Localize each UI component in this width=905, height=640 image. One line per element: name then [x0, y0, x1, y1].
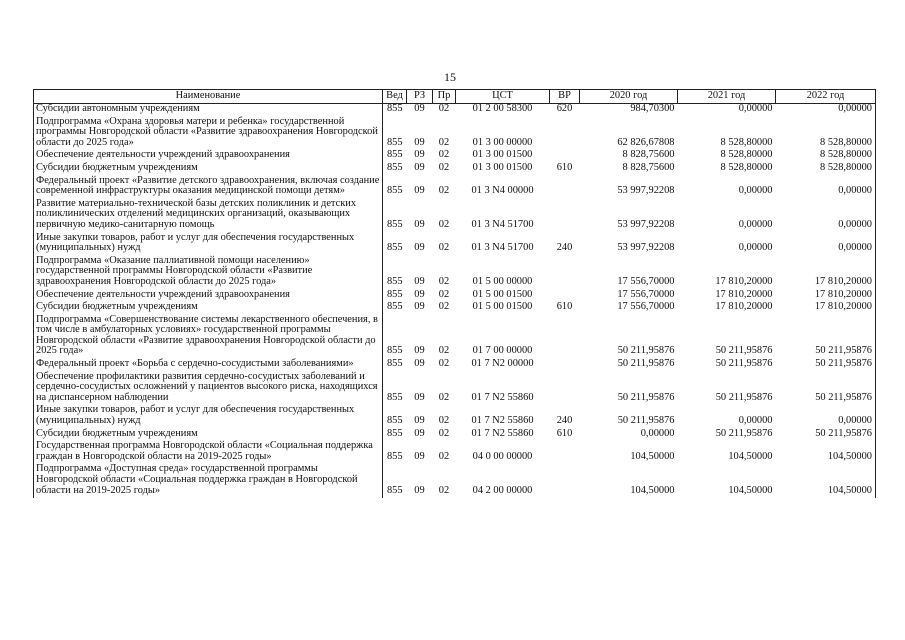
cell-2022: 50 211,95876: [776, 429, 876, 442]
cell-2020: 17 556,70000: [617, 301, 675, 313]
header-vr: ВР: [550, 90, 580, 104]
cell-name: Государственная программа Новгородской области «Социальная поддержка граждан в Новгородской области на 2019-2025 годы»: [34, 441, 383, 464]
cell-2021: 104,50000: [728, 484, 773, 496]
cell-2020: 0,00000: [640, 427, 675, 439]
table-row: [34, 233, 876, 256]
cell-2022: 0,00000: [776, 405, 876, 428]
cell-2020: 17 556,70000: [617, 288, 675, 300]
table-row: [34, 117, 876, 151]
cell-rz: 09: [414, 301, 425, 313]
cell-rz: 09: [414, 391, 425, 403]
table-row: [34, 315, 876, 359]
cell-cst: 01 7 N2 55860: [471, 427, 534, 439]
table-row: [34, 359, 876, 372]
table-body: [34, 104, 876, 499]
cell-2021: 0,00000: [738, 218, 773, 230]
cell-2022: 104,50000: [776, 464, 876, 498]
cell-2020: 17 556,70000: [617, 275, 675, 287]
cell-pr: 02: [438, 391, 450, 403]
cell-name: Субсидии бюджетным учреждениям: [34, 429, 383, 442]
cell-rz: 09: [414, 415, 425, 427]
page-number: 15: [444, 70, 456, 84]
cell-2021: 8 528,80000: [720, 136, 773, 148]
cell-rz: 09: [414, 242, 425, 254]
table-row: [34, 464, 876, 498]
cell-2022: 50 211,95876: [776, 315, 876, 359]
cell-cst: 01 3 N4 51700: [471, 218, 534, 230]
cell-cst: 01 7 00 00000: [472, 345, 533, 357]
cell-2020: 53 997,92208: [617, 218, 675, 230]
cell-2022: 17 810,20000: [776, 256, 876, 290]
cell-name: Подпрограмма «Оказание паллиативной помощи населению» государственной программы Новгородской области «Развитие здравоохранения Новгородской области до 2025 года»: [34, 256, 383, 290]
cell-pr: 02: [438, 185, 450, 197]
table-row: [34, 104, 876, 117]
cell-rz: 09: [414, 450, 425, 462]
cell-pr: 02: [438, 427, 450, 439]
cell-rz: 09: [407, 104, 433, 117]
table-header-row: [34, 90, 876, 104]
cell-2021: 0,00000: [738, 242, 773, 254]
cell-2020: 104,50000: [630, 450, 675, 462]
cell-ved: 855: [386, 242, 403, 254]
table-row: [34, 256, 876, 290]
header-2022: 2022 год: [776, 90, 876, 104]
cell-cst: 04 0 00 00000: [472, 450, 533, 462]
header-ved: Вед: [383, 90, 407, 104]
cell-vr: [550, 359, 580, 372]
cell-vr: [550, 176, 580, 199]
cell-2020: 53 997,92208: [617, 185, 675, 197]
cell-2022: 50 211,95876: [776, 359, 876, 372]
cell-name: Федеральный проект «Борьба с сердечно-сосудистыми заболеваниями»: [34, 359, 383, 372]
cell-cst: 01 2 00 58300: [456, 104, 550, 117]
table-row: [34, 405, 876, 428]
cell-2022: 104,50000: [776, 441, 876, 464]
cell-name: Обеспечение профилактики развития сердечно-сосудистых заболеваний и сердечно-сосудистых осложнений у пациентов высокого риска, находящихся на диспансерном наблюдении: [34, 372, 383, 406]
cell-2020: 50 211,95876: [617, 415, 675, 427]
cell-2020: 50 211,95876: [617, 358, 675, 370]
cell-rz: 09: [414, 288, 425, 300]
cell-rz: 09: [414, 358, 425, 370]
cell-2020: 50 211,95876: [617, 391, 675, 403]
cell-name: Обеспечение деятельности учреждений здравоохранения: [34, 290, 383, 303]
cell-rz: 09: [414, 218, 425, 230]
cell-ved: 855: [386, 149, 403, 161]
header-name: Наименование: [34, 90, 383, 104]
cell-pr: 02: [438, 358, 450, 370]
cell-rz: 09: [414, 185, 425, 197]
cell-2022: 17 810,20000: [776, 302, 876, 315]
cell-vr: 620: [550, 104, 580, 117]
cell-ved: 855: [386, 345, 403, 357]
cell-cst: 01 3 00 00000: [472, 136, 533, 148]
cell-name: Подпрограмма «Доступная среда» государственной программы Новгородской области «Социальная поддержка граждан в Новгородской области на 2019-2025 годы»: [34, 464, 383, 498]
cell-pr: 02: [438, 288, 450, 300]
cell-2021: 17 810,20000: [715, 301, 773, 313]
header-2020: 2020 год: [580, 90, 678, 104]
cell-ved: 855: [386, 415, 403, 427]
cell-pr: 02: [438, 275, 450, 287]
cell-pr: 02: [438, 415, 450, 427]
cell-2022: 0,00000: [776, 176, 876, 199]
cell-2020: 8 828,75600: [622, 161, 675, 173]
cell-name: Развитие материально-технической базы детских поликлиник и детских поликлинических отделений медицинских организаций, оказывающих первичную медико-санитарную помощь: [34, 199, 383, 233]
cell-cst: 01 7 N2 55860: [471, 415, 534, 427]
cell-2020: 104,50000: [630, 484, 675, 496]
cell-vr: [550, 256, 580, 290]
header-rz: РЗ: [407, 90, 433, 104]
cell-2021: 0,00000: [738, 415, 773, 427]
cell-2021: 50 211,95876: [715, 345, 773, 357]
cell-vr: 240: [556, 415, 573, 427]
cell-cst: 01 5 00 01500: [472, 288, 533, 300]
header-cst: ЦСТ: [456, 90, 550, 104]
cell-name: Субсидии бюджетным учреждениям: [34, 163, 383, 176]
cell-ved: 855: [386, 450, 403, 462]
cell-ved: 855: [386, 301, 403, 313]
cell-ved: 855: [386, 391, 403, 403]
table-row: [34, 302, 876, 315]
cell-ved: 855: [383, 104, 407, 117]
cell-cst: 01 7 N2 55860: [471, 391, 534, 403]
cell-name: Субсидии автономным учреждениям: [34, 104, 383, 117]
cell-2022: 17 810,20000: [776, 290, 876, 303]
cell-2021: 17 810,20000: [715, 275, 773, 287]
cell-name: Федеральный проект «Развитие детского здравоохранения, включая создание современной инфраструктуры оказания медицинской помощи детям»: [34, 176, 383, 199]
cell-rz: 09: [414, 345, 425, 357]
cell-2022: 0,00000: [776, 233, 876, 256]
cell-cst: 01 3 N4 00000: [471, 185, 534, 197]
cell-2020: 8 828,75600: [622, 149, 675, 161]
cell-pr: 02: [438, 450, 450, 462]
cell-2021: 50 211,95876: [715, 391, 773, 403]
cell-vr: 610: [556, 301, 573, 313]
cell-2020: 53 997,92208: [617, 242, 675, 254]
cell-ved: 855: [386, 275, 403, 287]
cell-2021: 8 528,80000: [720, 149, 773, 161]
cell-vr: [550, 117, 580, 151]
cell-cst: 01 3 00 01500: [472, 161, 533, 173]
cell-cst: 04 2 00 00000: [472, 484, 533, 496]
cell-cst: 01 3 00 01500: [472, 149, 533, 161]
header-pr: Пр: [433, 90, 456, 104]
cell-pr: 02: [438, 218, 450, 230]
cell-ved: 855: [386, 218, 403, 230]
cell-2022: 8 528,80000: [776, 163, 876, 176]
cell-ved: 855: [386, 484, 403, 496]
cell-2022: 8 528,80000: [776, 117, 876, 151]
cell-2021: 0,00000: [678, 104, 776, 117]
cell-2022: 0,00000: [776, 104, 876, 117]
table-row: [34, 372, 876, 406]
cell-2022: 0,00000: [776, 199, 876, 233]
cell-2021: 8 528,80000: [720, 161, 773, 173]
cell-2021: 0,00000: [738, 185, 773, 197]
cell-pr: 02: [438, 484, 450, 496]
cell-pr: 02: [438, 161, 450, 173]
cell-rz: 09: [414, 161, 425, 173]
cell-ved: 855: [386, 427, 403, 439]
cell-2022: 50 211,95876: [776, 372, 876, 406]
cell-rz: 09: [414, 149, 425, 161]
cell-pr: 02: [438, 301, 450, 313]
cell-2022: 8 528,80000: [776, 150, 876, 163]
cell-pr: 02: [438, 149, 450, 161]
budget-table: [33, 89, 876, 498]
table-row: [34, 176, 876, 199]
cell-rz: 09: [414, 275, 425, 287]
cell-vr: 240: [556, 242, 573, 254]
cell-vr: [550, 372, 580, 406]
cell-ved: 855: [386, 136, 403, 148]
cell-name: Обеспечение деятельности учреждений здравоохранения: [34, 150, 383, 163]
cell-cst: 01 3 N4 51700: [471, 242, 534, 254]
cell-pr: 02: [438, 136, 450, 148]
cell-pr: 02: [433, 104, 456, 117]
cell-ved: 855: [386, 161, 403, 173]
cell-2021: 50 211,95876: [715, 427, 773, 439]
cell-rz: 09: [414, 427, 425, 439]
cell-2021: 104,50000: [728, 450, 773, 462]
cell-cst: 01 7 N2 00000: [471, 358, 534, 370]
cell-2021: 17 810,20000: [715, 288, 773, 300]
cell-cst: 01 5 00 01500: [472, 301, 533, 313]
cell-vr: 610: [556, 161, 573, 173]
cell-name: Иные закупки товаров, работ и услуг для обеспечения государственных (муниципальных) нужд: [34, 233, 383, 256]
cell-pr: 02: [438, 242, 450, 254]
cell-ved: 855: [386, 185, 403, 197]
cell-vr: 610: [556, 427, 573, 439]
cell-cst: 01 5 00 00000: [472, 275, 533, 287]
cell-rz: 09: [414, 136, 425, 148]
cell-name: Подпрограмма «Охрана здоровья матери и ребенка» государственной программы Новгородской области «Развитие здравоохранения Новгородской области до 2025 года»: [34, 117, 383, 151]
table-row: [34, 163, 876, 176]
cell-vr: [550, 199, 580, 233]
table-row: [34, 199, 876, 233]
table-row: [34, 441, 876, 464]
cell-pr: 02: [438, 345, 450, 357]
cell-ved: 855: [386, 288, 403, 300]
cell-2020: 50 211,95876: [617, 345, 675, 357]
cell-name: Иные закупки товаров, работ и услуг для обеспечения государственных (муниципальных) нужд: [34, 405, 383, 428]
cell-vr: [550, 441, 580, 464]
cell-vr: [550, 315, 580, 359]
cell-rz: 09: [414, 484, 425, 496]
cell-2021: 50 211,95876: [715, 358, 773, 370]
header-2021: 2021 год: [678, 90, 776, 104]
cell-name: Подпрограмма «Совершенствование системы лекарственного обеспечения, в том числе в амбулаторных условиях» государственной программы Новгородской области «Развитие здравоохранения Новгородской области до 2025 года»: [34, 315, 383, 359]
cell-name: Субсидии бюджетным учреждениям: [34, 302, 383, 315]
cell-ved: 855: [386, 358, 403, 370]
cell-2020: 62 826,67808: [617, 136, 675, 148]
cell-vr: [550, 464, 580, 498]
cell-2020: 984,70300: [580, 104, 678, 117]
